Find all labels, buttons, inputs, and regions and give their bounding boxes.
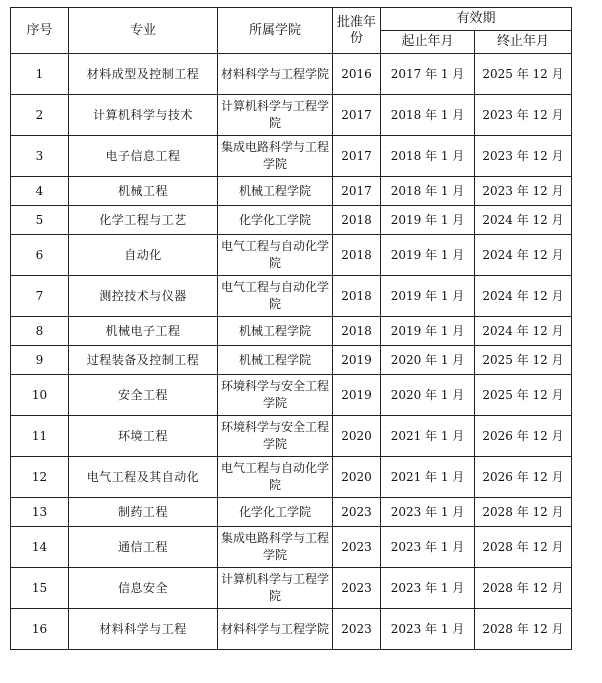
cell-index: 2 [11,95,69,136]
cell-index: 16 [11,609,69,650]
cell-year: 2017 [333,95,381,136]
cell-start-date: 2019 年 1 月 [381,317,475,346]
cell-year: 2023 [333,498,381,527]
cell-major: 通信工程 [69,527,218,568]
table-row [11,375,572,416]
accreditation-table [10,7,572,650]
cell-end-date: 2024 年 12 月 [475,317,572,346]
table-row [11,416,572,457]
cell-start-date: 2020 年 1 月 [381,375,475,416]
cell-major: 制药工程 [69,498,218,527]
table-row [11,206,572,235]
cell-index: 5 [11,206,69,235]
cell-start-date: 2023 年 1 月 [381,527,475,568]
header-index: 序号 [11,8,69,54]
cell-year: 2018 [333,235,381,276]
table-row [11,95,572,136]
cell-end-date: 2026 年 12 月 [475,457,572,498]
cell-index: 11 [11,416,69,457]
table-row [11,609,572,650]
cell-index: 8 [11,317,69,346]
cell-year: 2023 [333,568,381,609]
cell-index: 4 [11,177,69,206]
cell-college: 环境科学与安全工程学院 [218,416,333,457]
cell-start-date: 2018 年 1 月 [381,95,475,136]
table-row [11,527,572,568]
cell-year: 2018 [333,276,381,317]
cell-major: 测控技术与仪器 [69,276,218,317]
cell-college: 计算机科学与工程学院 [218,95,333,136]
table-row [11,276,572,317]
cell-college: 集成电路科学与工程学院 [218,527,333,568]
header-major: 专业 [69,8,218,54]
cell-index: 13 [11,498,69,527]
cell-start-date: 2018 年 1 月 [381,136,475,177]
cell-end-date: 2025 年 12 月 [475,54,572,95]
cell-year: 2019 [333,346,381,375]
cell-start-date: 2023 年 1 月 [381,498,475,527]
cell-college: 材料科学与工程学院 [218,609,333,650]
cell-year: 2023 [333,527,381,568]
cell-major: 电气工程及其自动化 [69,457,218,498]
cell-major: 化学工程与工艺 [69,206,218,235]
cell-year: 2018 [333,206,381,235]
cell-end-date: 2028 年 12 月 [475,527,572,568]
cell-index: 7 [11,276,69,317]
cell-year: 2018 [333,317,381,346]
cell-start-date: 2023 年 1 月 [381,568,475,609]
header-college: 所属学院 [218,8,333,54]
cell-major: 信息安全 [69,568,218,609]
cell-year: 2023 [333,609,381,650]
cell-start-date: 2021 年 1 月 [381,416,475,457]
cell-end-date: 2023 年 12 月 [475,177,572,206]
cell-end-date: 2024 年 12 月 [475,276,572,317]
cell-index: 9 [11,346,69,375]
table-row [11,457,572,498]
cell-end-date: 2023 年 12 月 [475,95,572,136]
cell-end-date: 2025 年 12 月 [475,346,572,375]
cell-major: 电子信息工程 [69,136,218,177]
cell-end-date: 2023 年 12 月 [475,136,572,177]
cell-index: 12 [11,457,69,498]
cell-college: 机械工程学院 [218,177,333,206]
cell-college: 计算机科学与工程学院 [218,568,333,609]
table-row [11,317,572,346]
cell-start-date: 2019 年 1 月 [381,206,475,235]
cell-end-date: 2024 年 12 月 [475,235,572,276]
cell-college: 化学化工学院 [218,498,333,527]
table-row [11,54,572,95]
cell-year: 2017 [333,177,381,206]
cell-year: 2019 [333,375,381,416]
header-approved-year: 批准年份 [333,8,381,54]
cell-college: 机械工程学院 [218,317,333,346]
cell-major: 材料科学与工程 [69,609,218,650]
cell-college: 材料科学与工程学院 [218,54,333,95]
cell-end-date: 2026 年 12 月 [475,416,572,457]
cell-index: 1 [11,54,69,95]
cell-index: 3 [11,136,69,177]
cell-college: 电气工程与自动化学院 [218,235,333,276]
cell-end-date: 2028 年 12 月 [475,609,572,650]
cell-start-date: 2017 年 1 月 [381,54,475,95]
cell-year: 2016 [333,54,381,95]
cell-end-date: 2025 年 12 月 [475,375,572,416]
header-end-date: 终止年月 [475,31,572,54]
cell-major: 过程装备及控制工程 [69,346,218,375]
cell-index: 14 [11,527,69,568]
cell-major: 环境工程 [69,416,218,457]
cell-index: 6 [11,235,69,276]
cell-college: 集成电路科学与工程学院 [218,136,333,177]
table-row [11,235,572,276]
cell-year: 2020 [333,457,381,498]
table-row [11,346,572,375]
cell-major: 计算机科学与技术 [69,95,218,136]
cell-college: 电气工程与自动化学院 [218,276,333,317]
cell-index: 15 [11,568,69,609]
cell-start-date: 2020 年 1 月 [381,346,475,375]
cell-college: 机械工程学院 [218,346,333,375]
cell-end-date: 2028 年 12 月 [475,498,572,527]
table-body [11,54,572,650]
cell-start-date: 2018 年 1 月 [381,177,475,206]
cell-year: 2017 [333,136,381,177]
cell-major: 安全工程 [69,375,218,416]
table-row [11,498,572,527]
table-row [11,568,572,609]
cell-year: 2020 [333,416,381,457]
cell-index: 10 [11,375,69,416]
cell-major: 材料成型及控制工程 [69,54,218,95]
table-row [11,136,572,177]
cell-start-date: 2023 年 1 月 [381,609,475,650]
table-row [11,177,572,206]
cell-major: 自动化 [69,235,218,276]
cell-college: 环境科学与安全工程学院 [218,375,333,416]
cell-major: 机械电子工程 [69,317,218,346]
cell-end-date: 2028 年 12 月 [475,568,572,609]
cell-college: 电气工程与自动化学院 [218,457,333,498]
cell-start-date: 2019 年 1 月 [381,235,475,276]
header-start-date: 起止年月 [381,31,475,54]
header-validity: 有效期 [381,8,572,31]
cell-college: 化学化工学院 [218,206,333,235]
cell-major: 机械工程 [69,177,218,206]
cell-start-date: 2019 年 1 月 [381,276,475,317]
cell-start-date: 2021 年 1 月 [381,457,475,498]
table-header [11,8,572,54]
cell-end-date: 2024 年 12 月 [475,206,572,235]
